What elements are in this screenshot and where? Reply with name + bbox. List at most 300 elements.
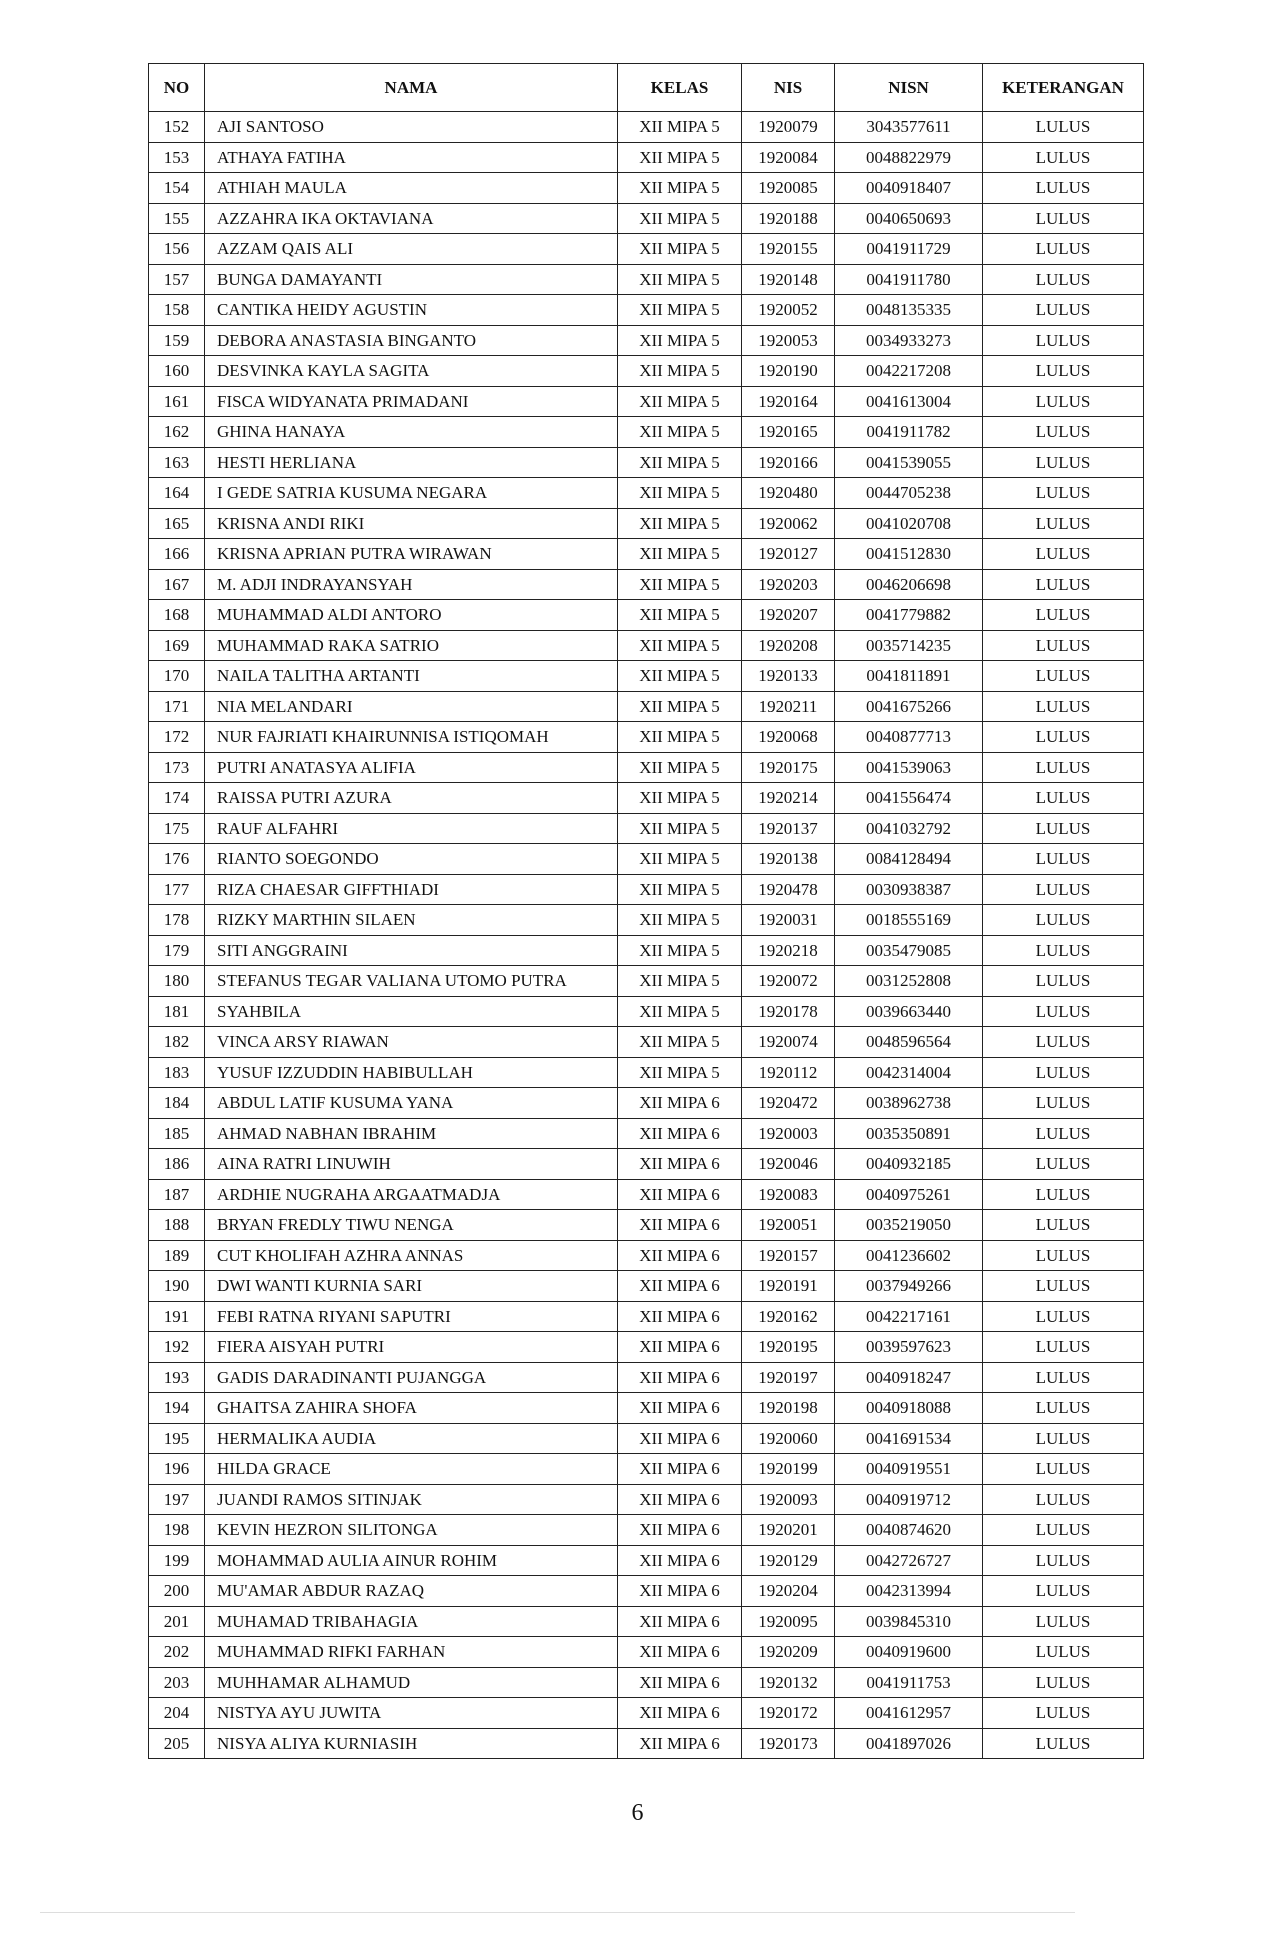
cell-nama: HERMALIKA AUDIA — [205, 1423, 618, 1454]
cell-nis: 1920472 — [742, 1088, 835, 1119]
table-row — [149, 1545, 1144, 1576]
cell-no: 195 — [149, 1423, 205, 1454]
cell-nis: 1920478 — [742, 874, 835, 905]
cell-no: 199 — [149, 1545, 205, 1576]
cell-nisn: 0042313994 — [835, 1576, 983, 1607]
cell-keterangan: LULUS — [983, 874, 1144, 905]
cell-kelas: XII MIPA 6 — [618, 1545, 742, 1576]
cell-no: 203 — [149, 1667, 205, 1698]
cell-kelas: XII MIPA 6 — [618, 1606, 742, 1637]
cell-kelas: XII MIPA 6 — [618, 1637, 742, 1668]
cell-no: 153 — [149, 142, 205, 173]
cell-no: 194 — [149, 1393, 205, 1424]
table-row — [149, 874, 1144, 905]
cell-keterangan: LULUS — [983, 1606, 1144, 1637]
cell-no: 186 — [149, 1149, 205, 1180]
table-row — [149, 691, 1144, 722]
table-row — [149, 752, 1144, 783]
cell-nisn: 0048822979 — [835, 142, 983, 173]
cell-keterangan: LULUS — [983, 1667, 1144, 1698]
student-results-table — [148, 63, 1144, 1759]
cell-nis: 1920051 — [742, 1210, 835, 1241]
cell-kelas: XII MIPA 5 — [618, 295, 742, 326]
cell-nama: GADIS DARADINANTI PUJANGGA — [205, 1362, 618, 1393]
cell-nama: ABDUL LATIF KUSUMA YANA — [205, 1088, 618, 1119]
cell-nama: MOHAMMAD AULIA AINUR ROHIM — [205, 1545, 618, 1576]
cell-nama: GHINA HANAYA — [205, 417, 618, 448]
cell-nis: 1920052 — [742, 295, 835, 326]
cell-nis: 1920173 — [742, 1728, 835, 1759]
cell-nama: RIZA CHAESAR GIFFTHIADI — [205, 874, 618, 905]
cell-nis: 1920195 — [742, 1332, 835, 1363]
cell-keterangan: LULUS — [983, 935, 1144, 966]
cell-no: 158 — [149, 295, 205, 326]
footer-divider — [40, 1912, 1075, 1913]
table-row — [149, 142, 1144, 173]
cell-nama: BRYAN FREDLY TIWU NENGA — [205, 1210, 618, 1241]
table-row — [149, 722, 1144, 753]
cell-no: 198 — [149, 1515, 205, 1546]
cell-nis: 1920060 — [742, 1423, 835, 1454]
cell-nisn: 3043577611 — [835, 112, 983, 143]
cell-kelas: XII MIPA 6 — [618, 1271, 742, 1302]
cell-kelas: XII MIPA 6 — [618, 1667, 742, 1698]
table-row — [149, 112, 1144, 143]
cell-kelas: XII MIPA 5 — [618, 752, 742, 783]
cell-keterangan: LULUS — [983, 1240, 1144, 1271]
cell-nama: HILDA GRACE — [205, 1454, 618, 1485]
cell-keterangan: LULUS — [983, 1698, 1144, 1729]
cell-kelas: XII MIPA 5 — [618, 844, 742, 875]
cell-keterangan: LULUS — [983, 1454, 1144, 1485]
cell-kelas: XII MIPA 5 — [618, 142, 742, 173]
table-row — [149, 417, 1144, 448]
cell-no: 173 — [149, 752, 205, 783]
table-row — [149, 203, 1144, 234]
table-row — [149, 1179, 1144, 1210]
cell-no: 188 — [149, 1210, 205, 1241]
cell-nama: NIA MELANDARI — [205, 691, 618, 722]
cell-keterangan: LULUS — [983, 996, 1144, 1027]
cell-nama: YUSUF IZZUDDIN HABIBULLAH — [205, 1057, 618, 1088]
cell-nis: 1920204 — [742, 1576, 835, 1607]
cell-nis: 1920137 — [742, 813, 835, 844]
cell-nisn: 0040874620 — [835, 1515, 983, 1546]
cell-keterangan: LULUS — [983, 722, 1144, 753]
cell-nama: RIZKY MARTHIN SILAEN — [205, 905, 618, 936]
cell-no: 176 — [149, 844, 205, 875]
cell-keterangan: LULUS — [983, 569, 1144, 600]
table-row — [149, 1271, 1144, 1302]
cell-nisn: 0041032792 — [835, 813, 983, 844]
cell-keterangan: LULUS — [983, 1210, 1144, 1241]
header-kelas: KELAS — [618, 64, 742, 112]
cell-nisn: 0041911729 — [835, 234, 983, 265]
cell-keterangan: LULUS — [983, 1637, 1144, 1668]
cell-keterangan: LULUS — [983, 1057, 1144, 1088]
cell-nis: 1920166 — [742, 447, 835, 478]
cell-keterangan: LULUS — [983, 905, 1144, 936]
cell-nisn: 0042314004 — [835, 1057, 983, 1088]
cell-nama: GHAITSA ZAHIRA SHOFA — [205, 1393, 618, 1424]
cell-kelas: XII MIPA 6 — [618, 1362, 742, 1393]
cell-no: 156 — [149, 234, 205, 265]
cell-nama: AJI SANTOSO — [205, 112, 618, 143]
table-row — [149, 1667, 1144, 1698]
cell-nis: 1920046 — [742, 1149, 835, 1180]
cell-nisn: 0039663440 — [835, 996, 983, 1027]
cell-kelas: XII MIPA 5 — [618, 173, 742, 204]
cell-kelas: XII MIPA 6 — [618, 1332, 742, 1363]
cell-kelas: XII MIPA 6 — [618, 1576, 742, 1607]
table-row — [149, 1454, 1144, 1485]
cell-no: 166 — [149, 539, 205, 570]
cell-no: 160 — [149, 356, 205, 387]
cell-kelas: XII MIPA 5 — [618, 996, 742, 1027]
cell-kelas: XII MIPA 5 — [618, 508, 742, 539]
cell-kelas: XII MIPA 6 — [618, 1698, 742, 1729]
cell-keterangan: LULUS — [983, 325, 1144, 356]
cell-kelas: XII MIPA 5 — [618, 935, 742, 966]
cell-nis: 1920480 — [742, 478, 835, 509]
cell-nisn: 0039597623 — [835, 1332, 983, 1363]
cell-nis: 1920172 — [742, 1698, 835, 1729]
cell-nisn: 0041779882 — [835, 600, 983, 631]
cell-nama: ARDHIE NUGRAHA ARGAATMADJA — [205, 1179, 618, 1210]
cell-nisn: 0040932185 — [835, 1149, 983, 1180]
cell-nisn: 0048135335 — [835, 295, 983, 326]
cell-nis: 1920164 — [742, 386, 835, 417]
cell-no: 172 — [149, 722, 205, 753]
cell-nama: CUT KHOLIFAH AZHRA ANNAS — [205, 1240, 618, 1271]
cell-keterangan: LULUS — [983, 691, 1144, 722]
cell-nisn: 0041539063 — [835, 752, 983, 783]
cell-no: 161 — [149, 386, 205, 417]
cell-nis: 1920165 — [742, 417, 835, 448]
cell-nisn: 0035714235 — [835, 630, 983, 661]
cell-nis: 1920084 — [742, 142, 835, 173]
cell-kelas: XII MIPA 5 — [618, 203, 742, 234]
table-row — [149, 1576, 1144, 1607]
cell-no: 187 — [149, 1179, 205, 1210]
cell-kelas: XII MIPA 5 — [618, 905, 742, 936]
cell-nisn: 0041911780 — [835, 264, 983, 295]
cell-nis: 1920214 — [742, 783, 835, 814]
cell-no: 170 — [149, 661, 205, 692]
cell-nis: 1920155 — [742, 234, 835, 265]
cell-nis: 1920190 — [742, 356, 835, 387]
cell-nama: FIERA AISYAH PUTRI — [205, 1332, 618, 1363]
cell-nis: 1920133 — [742, 661, 835, 692]
cell-keterangan: LULUS — [983, 966, 1144, 997]
cell-nis: 1920083 — [742, 1179, 835, 1210]
header-no: NO — [149, 64, 205, 112]
cell-nama: MUHAMMAD RAKA SATRIO — [205, 630, 618, 661]
cell-nama: AZZAHRA IKA OKTAVIANA — [205, 203, 618, 234]
cell-nis: 1920127 — [742, 539, 835, 570]
cell-nisn: 0041911782 — [835, 417, 983, 448]
table-row — [149, 1118, 1144, 1149]
cell-keterangan: LULUS — [983, 1118, 1144, 1149]
cell-keterangan: LULUS — [983, 813, 1144, 844]
table-header-row — [149, 64, 1144, 112]
cell-nis: 1920209 — [742, 1637, 835, 1668]
table-row — [149, 783, 1144, 814]
table-row — [149, 1484, 1144, 1515]
cell-nama: KEVIN HEZRON SILITONGA — [205, 1515, 618, 1546]
cell-nama: ATHAYA FATIHA — [205, 142, 618, 173]
table-row — [149, 1698, 1144, 1729]
cell-no: 197 — [149, 1484, 205, 1515]
cell-nisn: 0040919600 — [835, 1637, 983, 1668]
cell-nis: 1920062 — [742, 508, 835, 539]
cell-no: 181 — [149, 996, 205, 1027]
cell-nama: DWI WANTI KURNIA SARI — [205, 1271, 618, 1302]
cell-nisn: 0035479085 — [835, 935, 983, 966]
cell-kelas: XII MIPA 5 — [618, 112, 742, 143]
cell-nama: FEBI RATNA RIYANI SAPUTRI — [205, 1301, 618, 1332]
cell-nama: RAISSA PUTRI AZURA — [205, 783, 618, 814]
cell-nis: 1920129 — [742, 1545, 835, 1576]
cell-nama: ATHIAH MAULA — [205, 173, 618, 204]
cell-no: 204 — [149, 1698, 205, 1729]
table-row — [149, 813, 1144, 844]
cell-nama: MU'AMAR ABDUR RAZAQ — [205, 1576, 618, 1607]
cell-kelas: XII MIPA 6 — [618, 1210, 742, 1241]
cell-keterangan: LULUS — [983, 1027, 1144, 1058]
cell-nama: SITI ANGGRAINI — [205, 935, 618, 966]
cell-nama: MUHAMMAD RIFKI FARHAN — [205, 1637, 618, 1668]
cell-kelas: XII MIPA 6 — [618, 1423, 742, 1454]
cell-nis: 1920199 — [742, 1454, 835, 1485]
cell-nama: FISCA WIDYANATA PRIMADANI — [205, 386, 618, 417]
cell-keterangan: LULUS — [983, 1515, 1144, 1546]
cell-nisn: 0048596564 — [835, 1027, 983, 1058]
cell-nama: AZZAM QAIS ALI — [205, 234, 618, 265]
cell-nisn: 0042217161 — [835, 1301, 983, 1332]
cell-nama: RIANTO SOEGONDO — [205, 844, 618, 875]
table-row — [149, 844, 1144, 875]
table-row — [149, 1728, 1144, 1759]
table-row — [149, 539, 1144, 570]
table-row — [149, 966, 1144, 997]
cell-kelas: XII MIPA 5 — [618, 478, 742, 509]
cell-nisn: 0041539055 — [835, 447, 983, 478]
table-row — [149, 1606, 1144, 1637]
table-row — [149, 447, 1144, 478]
cell-nisn: 0041512830 — [835, 539, 983, 570]
cell-nisn: 0041675266 — [835, 691, 983, 722]
table-row — [149, 1240, 1144, 1271]
cell-nama: VINCA ARSY RIAWAN — [205, 1027, 618, 1058]
cell-nama: MUHAMAD TRIBAHAGIA — [205, 1606, 618, 1637]
table-row — [149, 1088, 1144, 1119]
cell-kelas: XII MIPA 6 — [618, 1240, 742, 1271]
cell-kelas: XII MIPA 5 — [618, 1057, 742, 1088]
cell-kelas: XII MIPA 5 — [618, 356, 742, 387]
cell-nis: 1920093 — [742, 1484, 835, 1515]
table-row — [149, 386, 1144, 417]
cell-keterangan: LULUS — [983, 508, 1144, 539]
cell-no: 164 — [149, 478, 205, 509]
cell-kelas: XII MIPA 6 — [618, 1149, 742, 1180]
cell-kelas: XII MIPA 5 — [618, 386, 742, 417]
cell-nisn: 0044705238 — [835, 478, 983, 509]
cell-nis: 1920178 — [742, 996, 835, 1027]
cell-no: 205 — [149, 1728, 205, 1759]
cell-nis: 1920132 — [742, 1667, 835, 1698]
cell-no: 152 — [149, 112, 205, 143]
table-row — [149, 1362, 1144, 1393]
cell-no: 171 — [149, 691, 205, 722]
cell-nis: 1920211 — [742, 691, 835, 722]
cell-kelas: XII MIPA 6 — [618, 1515, 742, 1546]
table-row — [149, 1423, 1144, 1454]
cell-kelas: XII MIPA 5 — [618, 966, 742, 997]
cell-nisn: 0041691534 — [835, 1423, 983, 1454]
cell-no: 162 — [149, 417, 205, 448]
cell-no: 165 — [149, 508, 205, 539]
cell-keterangan: LULUS — [983, 447, 1144, 478]
cell-nama: M. ADJI INDRAYANSYAH — [205, 569, 618, 600]
cell-nisn: 0041556474 — [835, 783, 983, 814]
cell-nis: 1920191 — [742, 1271, 835, 1302]
cell-nis: 1920157 — [742, 1240, 835, 1271]
cell-nama: MUHHAMAR ALHAMUD — [205, 1667, 618, 1698]
header-keterangan: KETERANGAN — [983, 64, 1144, 112]
cell-no: 182 — [149, 1027, 205, 1058]
cell-keterangan: LULUS — [983, 112, 1144, 143]
cell-nama: DEBORA ANASTASIA BINGANTO — [205, 325, 618, 356]
cell-keterangan: LULUS — [983, 600, 1144, 631]
cell-kelas: XII MIPA 5 — [618, 722, 742, 753]
table-row — [149, 1057, 1144, 1088]
cell-nama: AINA RATRI LINUWIH — [205, 1149, 618, 1180]
cell-keterangan: LULUS — [983, 539, 1144, 570]
cell-no: 202 — [149, 1637, 205, 1668]
cell-keterangan: LULUS — [983, 203, 1144, 234]
cell-no: 177 — [149, 874, 205, 905]
cell-keterangan: LULUS — [983, 661, 1144, 692]
cell-kelas: XII MIPA 5 — [618, 783, 742, 814]
table-row — [149, 478, 1144, 509]
cell-no: 163 — [149, 447, 205, 478]
cell-no: 174 — [149, 783, 205, 814]
table-row — [149, 1637, 1144, 1668]
table-row — [149, 1027, 1144, 1058]
cell-kelas: XII MIPA 5 — [618, 447, 742, 478]
page-number: 6 — [631, 1800, 644, 1826]
cell-nama: NAILA TALITHA ARTANTI — [205, 661, 618, 692]
cell-no: 167 — [149, 569, 205, 600]
table-row — [149, 661, 1144, 692]
cell-nisn: 0041612957 — [835, 1698, 983, 1729]
table-row — [149, 1301, 1144, 1332]
cell-no: 180 — [149, 966, 205, 997]
table-row — [149, 325, 1144, 356]
cell-kelas: XII MIPA 5 — [618, 417, 742, 448]
table-row — [149, 508, 1144, 539]
cell-no: 183 — [149, 1057, 205, 1088]
cell-keterangan: LULUS — [983, 1179, 1144, 1210]
cell-nis: 1920053 — [742, 325, 835, 356]
cell-nama: KRISNA APRIAN PUTRA WIRAWAN — [205, 539, 618, 570]
cell-nis: 1920003 — [742, 1118, 835, 1149]
cell-keterangan: LULUS — [983, 173, 1144, 204]
cell-no: 169 — [149, 630, 205, 661]
cell-kelas: XII MIPA 6 — [618, 1393, 742, 1424]
cell-nis: 1920079 — [742, 112, 835, 143]
table-row — [149, 1515, 1144, 1546]
cell-nisn: 0030938387 — [835, 874, 983, 905]
cell-nama: MUHAMMAD ALDI ANTORO — [205, 600, 618, 631]
cell-kelas: XII MIPA 6 — [618, 1484, 742, 1515]
cell-kelas: XII MIPA 6 — [618, 1301, 742, 1332]
cell-keterangan: LULUS — [983, 1484, 1144, 1515]
cell-keterangan: LULUS — [983, 1728, 1144, 1759]
cell-nama: JUANDI RAMOS SITINJAK — [205, 1484, 618, 1515]
table-row — [149, 600, 1144, 631]
cell-no: 179 — [149, 935, 205, 966]
cell-nis: 1920072 — [742, 966, 835, 997]
cell-nisn: 0040918088 — [835, 1393, 983, 1424]
cell-nisn: 0041236602 — [835, 1240, 983, 1271]
cell-nisn: 0042217208 — [835, 356, 983, 387]
cell-nama: RAUF ALFAHRI — [205, 813, 618, 844]
cell-no: 175 — [149, 813, 205, 844]
cell-nis: 1920138 — [742, 844, 835, 875]
cell-no: 168 — [149, 600, 205, 631]
cell-nis: 1920198 — [742, 1393, 835, 1424]
cell-nisn: 0040918407 — [835, 173, 983, 204]
cell-nis: 1920208 — [742, 630, 835, 661]
cell-nis: 1920112 — [742, 1057, 835, 1088]
cell-nisn: 0041020708 — [835, 508, 983, 539]
cell-nisn: 0034933273 — [835, 325, 983, 356]
cell-keterangan: LULUS — [983, 1149, 1144, 1180]
cell-nisn: 0084128494 — [835, 844, 983, 875]
cell-nis: 1920074 — [742, 1027, 835, 1058]
cell-kelas: XII MIPA 6 — [618, 1454, 742, 1485]
cell-no: 192 — [149, 1332, 205, 1363]
header-nama: NAMA — [205, 64, 618, 112]
cell-nisn: 0038962738 — [835, 1088, 983, 1119]
cell-nama: BUNGA DAMAYANTI — [205, 264, 618, 295]
cell-nama: HESTI HERLIANA — [205, 447, 618, 478]
table-row — [149, 1332, 1144, 1363]
cell-keterangan: LULUS — [983, 1332, 1144, 1363]
table-row — [149, 234, 1144, 265]
cell-kelas: XII MIPA 5 — [618, 569, 742, 600]
cell-keterangan: LULUS — [983, 234, 1144, 265]
cell-keterangan: LULUS — [983, 1271, 1144, 1302]
cell-kelas: XII MIPA 5 — [618, 630, 742, 661]
cell-nis: 1920197 — [742, 1362, 835, 1393]
cell-keterangan: LULUS — [983, 417, 1144, 448]
cell-keterangan: LULUS — [983, 478, 1144, 509]
cell-nisn: 0042726727 — [835, 1545, 983, 1576]
table-row — [149, 173, 1144, 204]
cell-nama: NUR FAJRIATI KHAIRUNNISA ISTIQOMAH — [205, 722, 618, 753]
cell-kelas: XII MIPA 5 — [618, 600, 742, 631]
cell-nama: AHMAD NABHAN IBRAHIM — [205, 1118, 618, 1149]
table-body — [149, 112, 1144, 1759]
cell-nisn: 0039845310 — [835, 1606, 983, 1637]
cell-nisn: 0040918247 — [835, 1362, 983, 1393]
table-row — [149, 996, 1144, 1027]
cell-nisn: 0037949266 — [835, 1271, 983, 1302]
cell-no: 201 — [149, 1606, 205, 1637]
